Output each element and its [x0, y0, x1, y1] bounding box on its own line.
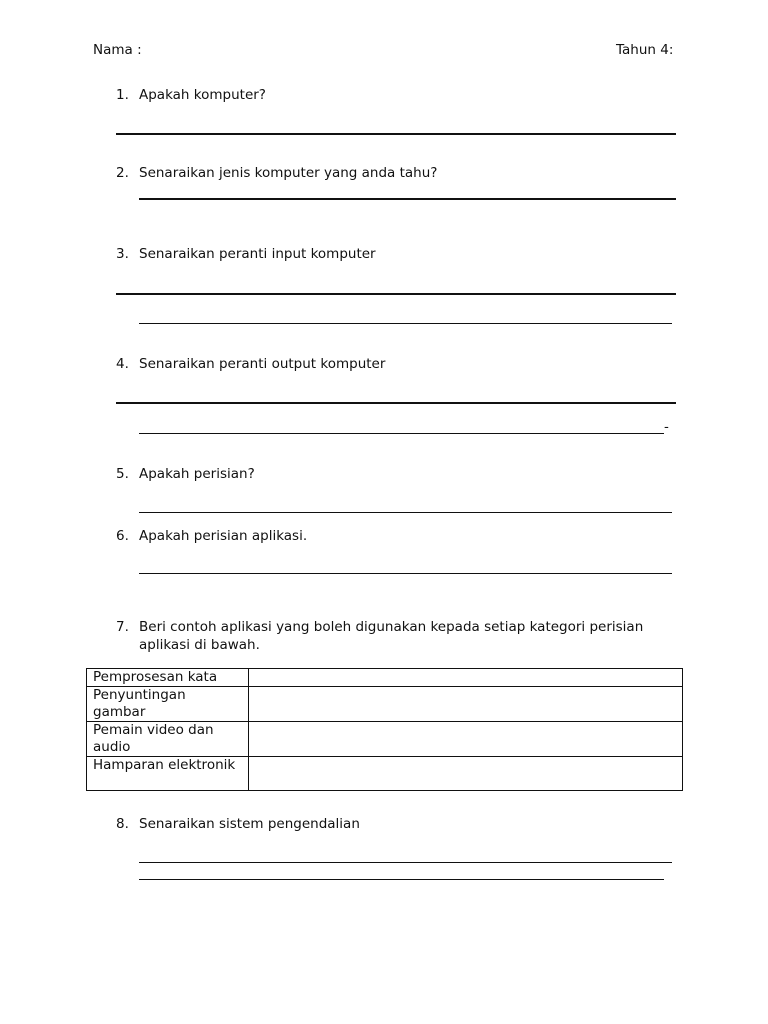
answer-line-q5[interactable]: [139, 512, 672, 513]
question-1-text: Apakah komputer?: [139, 87, 266, 103]
category-cell: Penyuntingan gambar: [87, 687, 249, 722]
question-7-number: 7.: [116, 619, 129, 635]
question-4-number: 4.: [116, 356, 129, 372]
question-3-text: Senaraikan peranti input komputer: [139, 246, 376, 262]
answer-cell[interactable]: [249, 722, 683, 757]
answer-line-q3-b[interactable]: [139, 323, 672, 324]
answer-line-q1[interactable]: [116, 133, 676, 135]
question-5-text: Apakah perisian?: [139, 466, 255, 482]
answer-line-q8-b[interactable]: [139, 879, 664, 880]
answer-cell[interactable]: [249, 687, 683, 722]
table-row: [87, 722, 683, 757]
answer-line-q8-a[interactable]: [139, 862, 672, 863]
category-table: [86, 668, 683, 791]
question-6-number: 6.: [116, 528, 129, 544]
year-label: Tahun 4:: [616, 42, 674, 58]
name-label: Nama :: [93, 42, 142, 58]
category-cell: Pemain video dan audio: [87, 722, 249, 757]
question-1-number: 1.: [116, 87, 129, 103]
question-2-number: 2.: [116, 165, 129, 181]
category-cell: Hamparan elektronik: [87, 757, 249, 791]
question-8-number: 8.: [116, 816, 129, 832]
question-5-number: 5.: [116, 466, 129, 482]
question-6-text: Apakah perisian aplikasi.: [139, 528, 308, 544]
question-3-number: 3.: [116, 246, 129, 262]
table-row: [87, 669, 683, 687]
question-4-text: Senaraikan peranti output komputer: [139, 356, 386, 372]
table-row: [87, 757, 683, 791]
answer-line-q3-a[interactable]: [116, 293, 676, 295]
answer-cell[interactable]: [249, 669, 683, 687]
answer-line-q4-b[interactable]: [139, 433, 664, 434]
answer-cell[interactable]: [249, 757, 683, 791]
answer-line-q4-a[interactable]: [116, 402, 676, 404]
answer-line-q2[interactable]: [139, 198, 676, 200]
question-2-text: Senaraikan jenis komputer yang anda tahu?: [139, 165, 438, 181]
question-8-text: Senaraikan sistem pengendalian: [139, 816, 360, 832]
trailing-dash: -: [664, 419, 669, 435]
question-7-text: Beri contoh aplikasi yang boleh digunakan kepada setiap kategori perisian aplikasi di bawah.: [139, 619, 644, 653]
category-cell: Pemprosesan kata: [87, 669, 249, 687]
table-row: [87, 687, 683, 722]
answer-line-q6[interactable]: [139, 573, 672, 574]
